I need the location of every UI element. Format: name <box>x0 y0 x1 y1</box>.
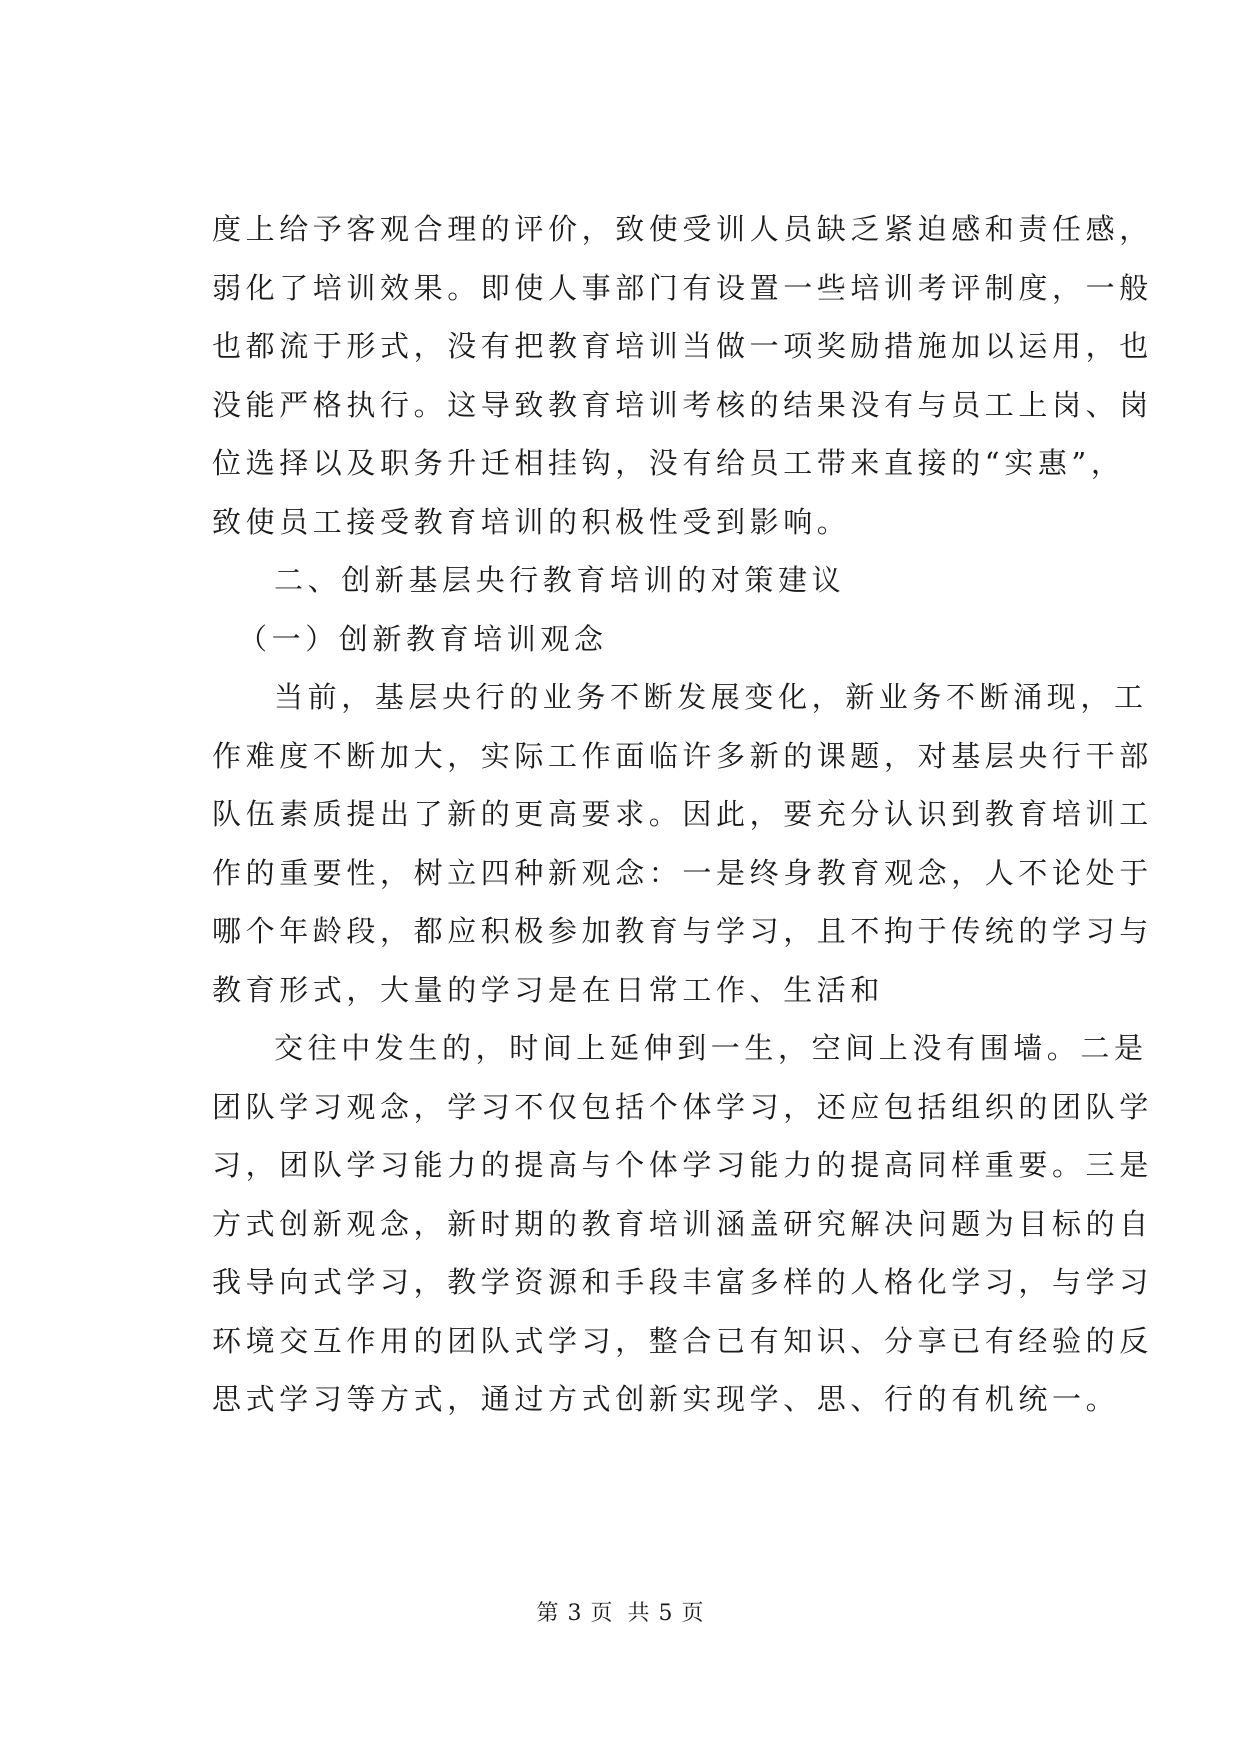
text-line: 教育形式，大量的学习是在日常工作、生活和 <box>212 972 885 1007</box>
text-line: 度上给予客观合理的评价，致使受训人员缺乏紧迫感和责任感， <box>212 212 1153 246</box>
section-heading: 二、创新基层央行教育培训的对策建议 <box>274 563 846 597</box>
text-line: 环境交互作用的团队式学习，整合已有知识、分享已有经验的反 <box>212 1323 1153 1358</box>
text-line: 也都流于形式，没有把教育培训当做一项奖励措施加以运用，也 <box>212 329 1153 363</box>
text-line: 团队学习观念，学习不仅包括个体学习，还应包括组织的团队学 <box>212 1089 1153 1124</box>
text-line: 方式创新观念，新时期的教育培训涵盖研究解决问题为目标的自 <box>212 1206 1153 1241</box>
text-line: 当前，基层央行的业务不断发展变化，新业务不断涌现，工 <box>274 680 1148 714</box>
text-line: 弱化了培训效果。即使人事部门有设置一些培训考评制度，一般 <box>212 270 1153 305</box>
text-line: 交往中发生的，时间上延伸到一生，空间上没有围墙。二是 <box>274 1031 1148 1065</box>
page-total: 共 5 页 <box>627 1601 705 1626</box>
page-number: 第 3 页 <box>536 1601 614 1626</box>
text-line: 队伍素质提出了新的更高要求。因此，要充分认识到教育培训工 <box>212 797 1153 831</box>
text-line: 致使员工接受教育培训的积极性受到影响。 <box>212 504 851 539</box>
text-line: 思式学习等方式，通过方式创新实现学、思、行的有机统一。 <box>212 1382 1120 1416</box>
text-line: 没能严格执行。这导致教育培训考核的结果没有与员工上岗、岗 <box>212 387 1153 422</box>
text-line: 位选择以及职务升迁相挂钩，没有给员工带来直接的“实惠”， <box>212 446 1125 480</box>
subsection-heading: （一）创新教育培训观念 <box>238 621 608 656</box>
text-line: 习，团队学习能力的提高与个体学习能力的提高同样重要。三是 <box>212 1148 1153 1182</box>
text-line: 我导向式学习，教学资源和手段丰富多样的人格化学习，与学习 <box>212 1265 1153 1299</box>
document-body <box>212 200 1153 1429</box>
page-footer <box>0 1596 1241 1627</box>
text-line: 作难度不断加大，实际工作面临许多新的课题，对基层央行干部 <box>212 738 1153 773</box>
text-line: 作的重要性，树立四种新观念：一是终身教育观念，人不论处于 <box>212 855 1153 890</box>
text-line: 哪个年龄段，都应积极参加教育与学习，且不拘于传统的学习与 <box>212 914 1153 948</box>
